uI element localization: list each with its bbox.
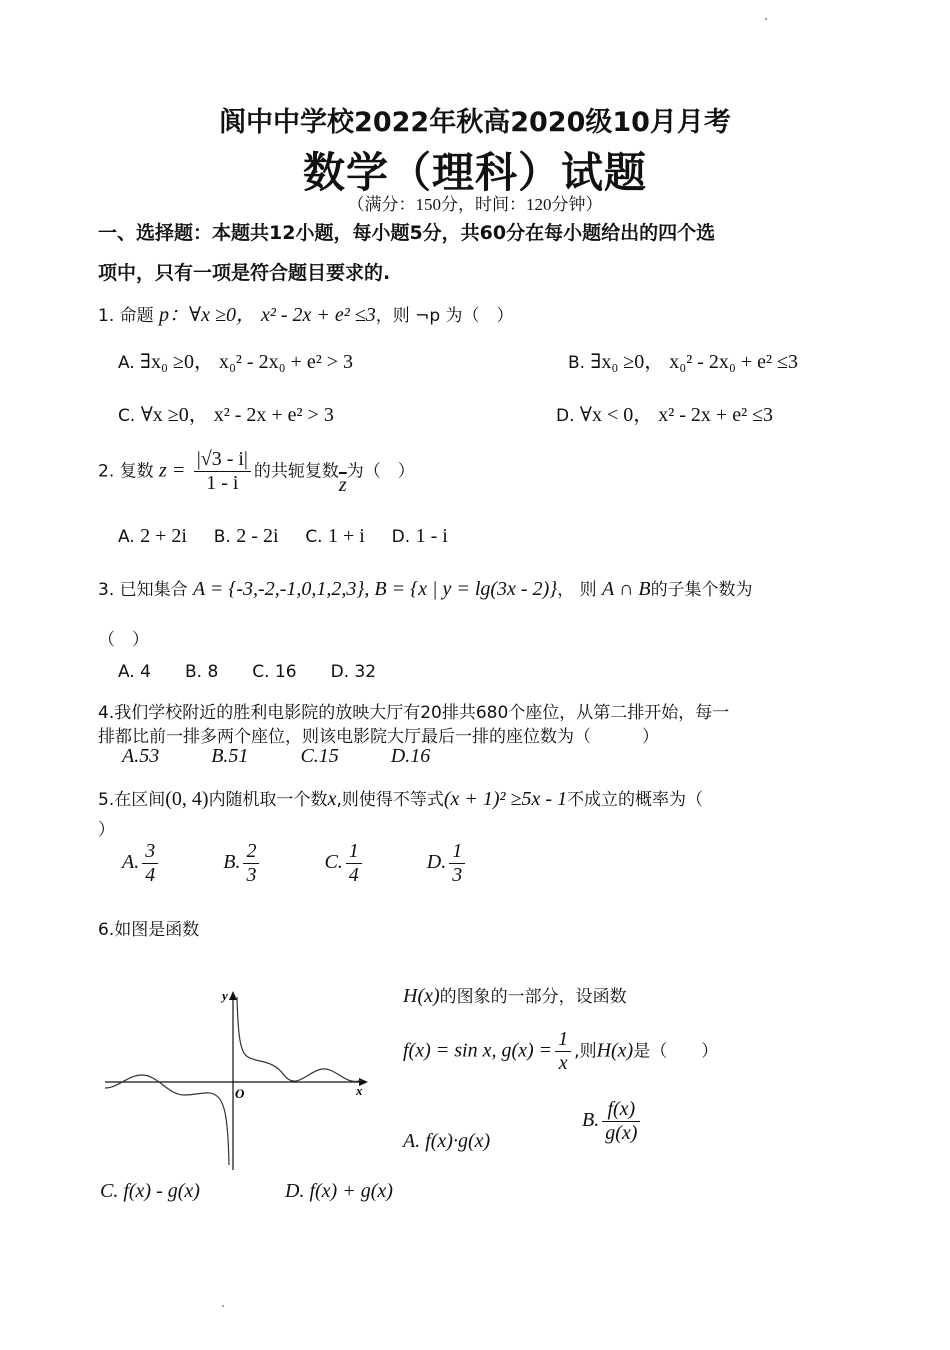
- q6-option-d: D. f(x) + g(x): [285, 1180, 393, 1202]
- q6-definition: f(x) = sin x, g(x) = $\frac{1}{x}$ ,则H(x)是（ ）: [403, 1028, 719, 1074]
- q2-options: A. 2 + 2i B. 2 - 2i C. 1 + i D. 1 - i: [118, 525, 448, 547]
- q1-option-b: B. ∃x₀ ≥0， x₀² - 2x₀ + e² ≤3: [568, 351, 799, 373]
- q6-option-a: A. f(x)·g(x): [403, 1130, 491, 1152]
- q5-options: A. $\frac{3}{4}$ B. $\frac{2}{3}$ C. $\frac{1}{4}$ D. $\frac{1}{3}$: [122, 840, 468, 887]
- q6-option-c: C. f(x) - g(x): [100, 1180, 200, 1202]
- y-axis-arrow: [229, 991, 237, 1000]
- q3-formula: A = {-3,-2,-1,0,1,2,3}, B = {x | y = lg(3x - 2)}: [193, 578, 558, 600]
- q4-options: A.53 B.51 C.15 D.16: [122, 745, 431, 767]
- curve-left-branch: [105, 1075, 229, 1165]
- q2-fraction: $\frac{|√3 - i|}{1 - i}$: [194, 448, 251, 495]
- y-axis-label: y: [222, 988, 228, 1003]
- q6-option-b: B. $\frac{f(x)}{g(x)}$: [582, 1098, 643, 1145]
- question-1: 1. 命题 p：∀x ≥0， x² - 2x + e² ≤3，则 ¬p 为（ ）: [98, 304, 514, 326]
- x-axis-label: x: [356, 1083, 363, 1098]
- question-5: 5.在区间(0, 4)内随机取一个数x,则使得不等式(x + 1)² ≥5x - 1不成立的概率为（: [98, 788, 704, 810]
- scan-dot: [222, 1305, 224, 1307]
- section-heading-line2: 项中，只有一项是符合题目要求的.: [98, 262, 391, 284]
- q3-options: A. 4 B. 8 C. 16 D. 32: [118, 662, 377, 682]
- question-6: 6.如图是函数: [98, 920, 200, 940]
- scan-dot: [765, 18, 767, 20]
- subject-title: 数学（理科）试题: [302, 148, 647, 197]
- exam-title: 阆中中学校2022年秋高2020级10月月考: [219, 107, 731, 138]
- section-heading-line1: 一、选择题：本题共12小题，每小题5分，共60分在每小题给出的四个选: [98, 222, 716, 244]
- q1-option-d: D. ∀x < 0， x² - 2x + e² ≤3: [556, 404, 774, 426]
- exam-meta: （满分：150分，时间：120分钟）: [347, 195, 603, 214]
- curve-right-branch: [237, 997, 362, 1081]
- question-2: 2. 复数 z = $\frac{|√3 - i|}{1 - i}$ 的共轭复数$\overline{z}$为（ ）: [98, 448, 415, 496]
- q3-paren: （ ）: [98, 630, 149, 650]
- question-3: 3. 已知集合 A = {-3,-2,-1,0,1,2,3}, B = {x | y = lg(3x - 2)}， 则 A ∩ B的子集个数为: [98, 578, 753, 600]
- q1-option-c: C. ∀x ≥0， x² - 2x + e² > 3: [118, 404, 334, 426]
- q1-option-a: A. ∃x₀ ≥0， x₀² - 2x₀ + e² > 3: [118, 351, 353, 373]
- q6-desc: H(x)的图象的一部分，设函数: [403, 985, 627, 1007]
- q1-formula: p：∀x ≥0， x² - 2x + e² ≤3: [159, 304, 376, 326]
- q5-close: ）: [98, 820, 115, 840]
- question-4-line2: 排都比前一排多两个座位，则该电影院大厅最后一排的座位数为（ ）: [98, 727, 659, 747]
- function-graph: [100, 985, 380, 1175]
- q2-zbar: $\overline{z}$: [338, 473, 347, 496]
- origin-label: O: [235, 1086, 245, 1101]
- question-4-line1: 4.我们学校附近的胜利电影院的放映大厅有20排共680个座位，从第二排开始，每一: [98, 703, 730, 723]
